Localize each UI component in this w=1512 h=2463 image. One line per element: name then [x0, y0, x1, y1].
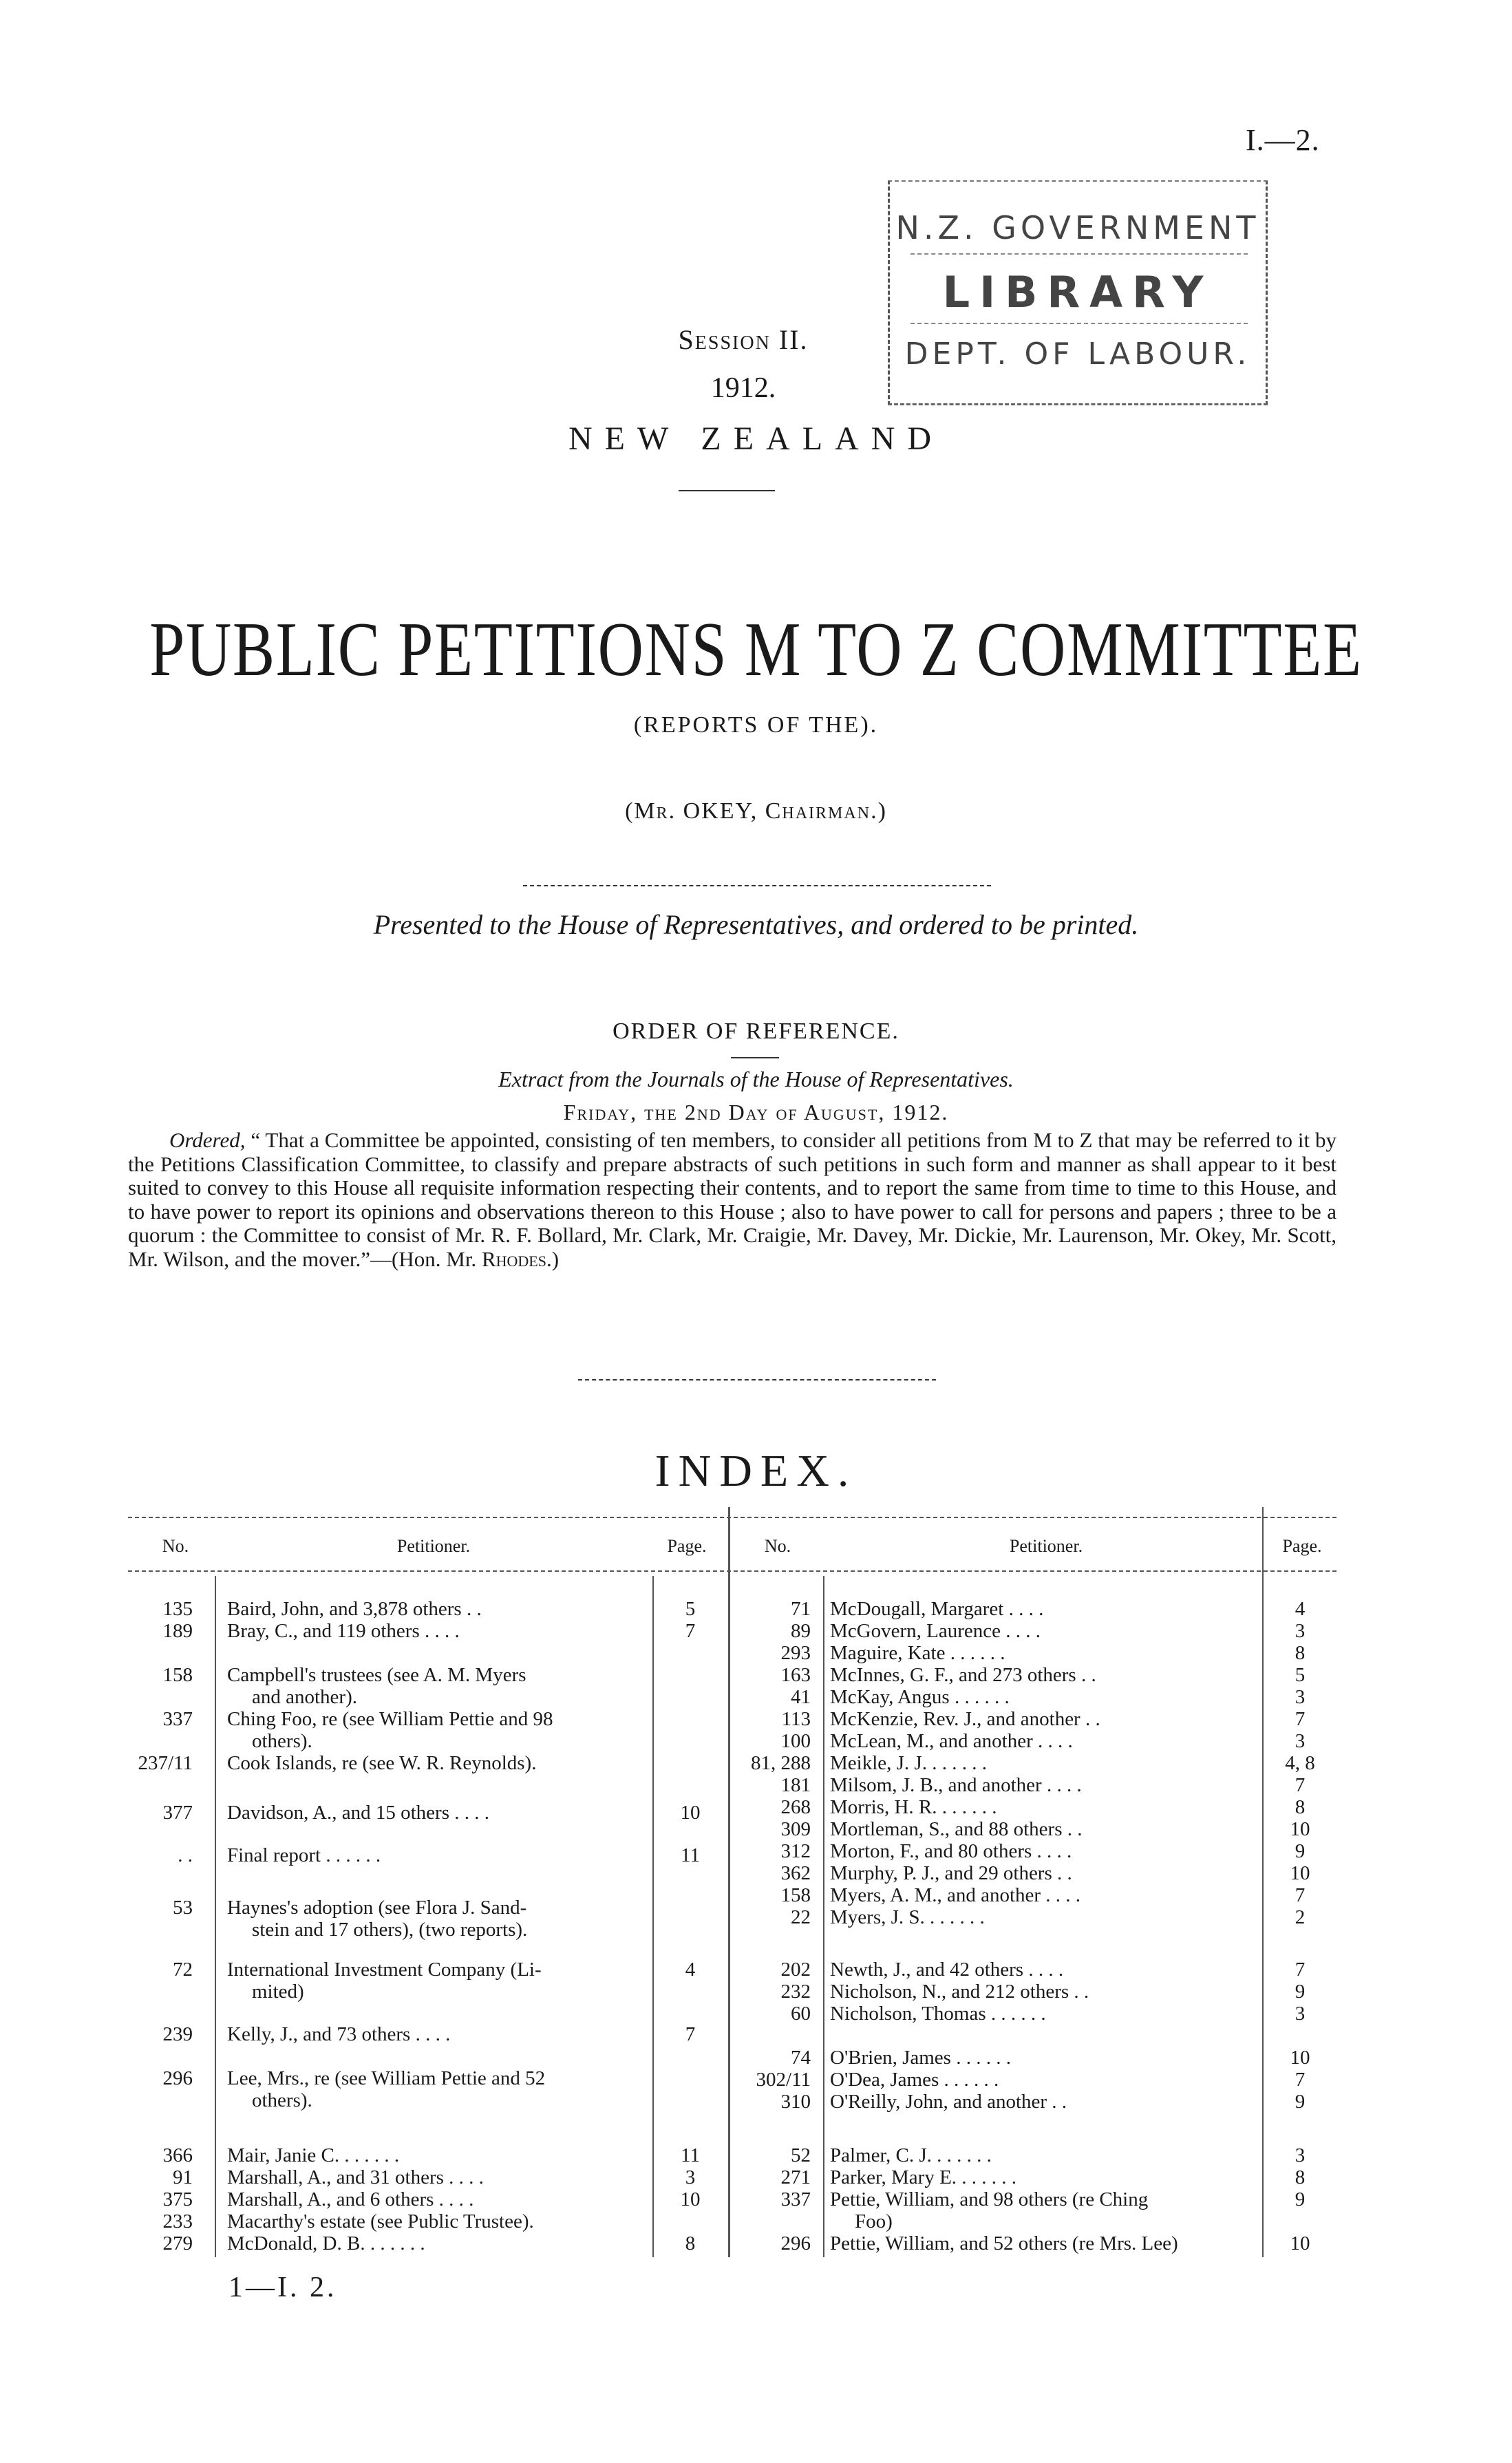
index-page: 7: [685, 1620, 696, 1642]
order-heading: ORDER OF REFERENCE.: [613, 1019, 899, 1044]
divider: [523, 885, 991, 886]
index-page: 9: [1295, 1981, 1306, 2003]
index-petitioner: Baird, John, and 3,878 others . .: [227, 1598, 482, 1620]
index-number: 81, 288: [751, 1752, 811, 1774]
index-page: 5: [685, 1598, 696, 1620]
chairman-line: [0, 798, 1512, 824]
index-petitioner: Myers, J. S. . . . . . .: [830, 1906, 985, 1928]
index-petitioner: Foo): [855, 2210, 893, 2232]
index-petitioner: and another).: [252, 1686, 357, 1708]
index-page: 2: [1295, 1906, 1306, 1928]
index-page: 7: [1295, 1959, 1306, 1981]
session-word: Session: [678, 324, 771, 355]
index-page: 8: [1295, 2166, 1306, 2188]
session-number: II.: [778, 324, 809, 355]
index-page: 10: [1290, 1818, 1310, 1840]
index-petitioner: McInnes, G. F., and 273 others . .: [830, 1664, 1096, 1686]
index-number: 362: [780, 1862, 811, 1884]
index-petitioner: Campbell's trustees (see A. M. Myers: [227, 1664, 526, 1686]
index-petitioner: Morton, F., and 80 others . . . .: [830, 1840, 1072, 1862]
index-petitioner: International Investment Company (Li-: [227, 1959, 542, 1981]
header-petitioner-left: Petitioner.: [396, 1536, 471, 1556]
divider: [731, 1057, 779, 1058]
index-petitioner: Pettie, William, and 98 others (re Ching: [830, 2188, 1149, 2210]
subtitle: (REPORTS OF THE).: [633, 712, 879, 738]
index-page: 7: [1295, 1774, 1306, 1796]
index-number: . .: [178, 1844, 193, 1866]
header-no-left: No.: [162, 1536, 189, 1556]
index-petitioner: Morris, H. R. . . . . . .: [830, 1796, 997, 1818]
index-petitioner: Haynes's adoption (see Flora J. Sand-: [227, 1897, 527, 1919]
index-page: 11: [681, 2144, 700, 2166]
index-number: 337: [780, 2188, 811, 2210]
date-line: Friday, the 2nd Day of August, 1912.: [563, 1100, 949, 1124]
index-petitioner: Maguire, Kate . . . . . .: [830, 1642, 1005, 1664]
table-top-rule: [128, 1517, 1337, 1518]
index-number: 22: [791, 1906, 811, 1928]
order-mover: Rhodes.): [481, 1246, 560, 1271]
index-number: 52: [791, 2144, 811, 2166]
index-number: 279: [162, 2232, 193, 2254]
index-petitioner: Cook Islands, re (see W. R. Reynolds).: [227, 1752, 537, 1774]
index-petitioner: Pettie, William, and 52 others (re Mrs. Lee): [830, 2232, 1178, 2254]
index-number: 113: [781, 1708, 811, 1730]
index-petitioner: O'Brien, James . . . . . .: [830, 2047, 1011, 2069]
index-number: 239: [162, 2023, 193, 2045]
column-rule: [823, 1576, 824, 2257]
index-number: 293: [780, 1642, 811, 1664]
index-petitioner: Parker, Mary E. . . . . . .: [830, 2166, 1017, 2188]
main-title: PUBLIC PETITIONS M TO Z COMMITTEE: [149, 607, 1363, 692]
column-rule: [652, 1576, 654, 2257]
index-number: 135: [162, 1598, 193, 1620]
index-page: 8: [1295, 1642, 1306, 1664]
index-number: 296: [780, 2232, 811, 2254]
index-petitioner: McKay, Angus . . . . . .: [830, 1686, 1010, 1708]
country-heading: NEW ZEALAND: [568, 420, 944, 457]
index-page: 7: [1295, 1708, 1306, 1730]
index-petitioner: Palmer, C. J. . . . . . .: [830, 2144, 992, 2166]
index-page: 3: [1295, 2003, 1306, 2025]
index-petitioner: Ching Foo, re (see William Pettie and 98: [227, 1708, 553, 1730]
index-page: 11: [681, 1844, 700, 1866]
index-number: 100: [780, 1730, 811, 1752]
index-page: 3: [1295, 1686, 1306, 1708]
index-number: 71: [791, 1598, 811, 1620]
index-petitioner: Murphy, P. J., and 29 others . .: [830, 1862, 1072, 1884]
stamp-line-2: LIBRARY: [942, 267, 1213, 317]
index-number: 163: [780, 1664, 811, 1686]
stamp-line-1: N.Z. GOVERNMENT: [895, 209, 1260, 246]
index-page: 4: [1295, 1598, 1306, 1620]
index-page: 10: [680, 2188, 701, 2210]
index-number: 158: [780, 1884, 811, 1906]
index-number: 60: [791, 2003, 811, 2025]
index-number: 181: [780, 1774, 811, 1796]
index-petitioner: McGovern, Laurence . . . .: [830, 1620, 1041, 1642]
index-number: 237/11: [138, 1752, 193, 1774]
index-number: 309: [780, 1818, 811, 1840]
stamp-line-3: DEPT. OF LABOUR.: [904, 337, 1251, 372]
header-page-right: Page.: [1282, 1536, 1322, 1556]
index-page: 8: [1295, 1796, 1306, 1818]
order-body-text: “ That a Committee be appointed, consisting of ten members, to consider all petitions from M to Z that may be referred to it by the Petitions Classification Committee, to classify and prepare abstracts of such petitions in such form and manner as shall appear to it best suited to convey to this House all requisite information respecting their contents, and to report the same from time to time to this House, and to have power to report its opinions and observations thereon to this House ; also to have power to call for persons and papers ; three to be a quorum : the Committee to consist of Mr. R. F. Bollard, Mr. Clark, Mr. Craigie, Mr. Davey, Mr. Dickie, Mr. Laurenson, Mr. Okey, Mr. Scott, Mr. Wilson, and the mover.”—(Hon. Mr.: [128, 1128, 1337, 1271]
index-petitioner: Mair, Janie C. . . . . . .: [227, 2144, 400, 2166]
index-petitioner: Marshall, A., and 6 others . . . .: [227, 2188, 474, 2210]
index-number: 202: [780, 1959, 811, 1981]
index-number: 271: [780, 2166, 811, 2188]
index-page: 4, 8: [1285, 1752, 1315, 1774]
index-title: INDEX.: [654, 1446, 858, 1496]
index-petitioner: others).: [252, 2089, 312, 2111]
chairman-prefix: (Mr.: [625, 798, 677, 824]
index-number: 91: [173, 2166, 193, 2188]
document-code: I.—2.: [1246, 123, 1320, 157]
index-petitioner: Lee, Mrs., re (see William Pettie and 52: [227, 2067, 546, 2089]
index-number: 310: [780, 2091, 811, 2113]
index-number: 232: [780, 1981, 811, 2003]
index-number: 189: [162, 1620, 193, 1642]
index-number: 72: [173, 1959, 193, 1981]
index-petitioner: stein and 17 others), (two reports).: [252, 1919, 528, 1941]
index-petitioner: Nicholson, N., and 212 others . .: [830, 1981, 1089, 2003]
index-petitioner: McKenzie, Rev. J., and another . .: [830, 1708, 1100, 1730]
index-petitioner: Bray, C., and 119 others . . . .: [227, 1620, 460, 1642]
column-rule: [728, 1507, 730, 2257]
index-page: 3: [1295, 2144, 1306, 2166]
index-petitioner: Meikle, J. J. . . . . . .: [830, 1752, 987, 1774]
index-page: 10: [1290, 2047, 1310, 2069]
index-page: 8: [685, 2232, 696, 2254]
index-petitioner: mited): [252, 1981, 304, 2003]
index-petitioner: Myers, A. M., and another . . . .: [830, 1884, 1081, 1906]
session-line: [592, 323, 895, 356]
divider: [578, 1379, 936, 1380]
year: 1912.: [710, 372, 776, 404]
index-petitioner: Final report . . . . . .: [227, 1844, 381, 1866]
index-petitioner: Davidson, A., and 15 others . . . .: [227, 1802, 489, 1824]
index-number: 233: [162, 2210, 193, 2232]
index-number: 366: [162, 2144, 193, 2166]
footer-signature: 1—I. 2.: [228, 2272, 337, 2303]
library-stamp: [888, 180, 1268, 405]
index-number: 302/11: [756, 2069, 811, 2091]
index-page: 10: [680, 1802, 701, 1824]
chairman-name: OKEY,: [683, 798, 758, 824]
index-petitioner: O'Reilly, John, and another . .: [830, 2091, 1067, 2113]
index-number: 53: [173, 1897, 193, 1919]
index-number: 375: [162, 2188, 193, 2210]
index-page: 10: [1290, 1862, 1310, 1884]
index-number: 74: [791, 2047, 811, 2069]
index-number: 89: [791, 1620, 811, 1642]
index-page: 3: [685, 2166, 696, 2188]
index-number: 158: [162, 1664, 193, 1686]
divider: [679, 490, 775, 491]
index-petitioner: Milsom, J. B., and another . . . .: [830, 1774, 1082, 1796]
order-text: [128, 1129, 1337, 1271]
index-number: 268: [780, 1796, 811, 1818]
index-page: 4: [685, 1959, 696, 1981]
index-page: 3: [1295, 1620, 1306, 1642]
index-petitioner: Macarthy's estate (see Public Trustee).: [227, 2210, 534, 2232]
index-number: 377: [162, 1802, 193, 1824]
chairman-role: Chairman.): [765, 798, 887, 824]
header-page-left: Page.: [667, 1536, 707, 1556]
extract-line: Extract from the Journals of the House of Representatives.: [498, 1067, 1014, 1091]
index-page: 7: [1295, 2069, 1306, 2091]
index-petitioner: O'Dea, James . . . . . .: [830, 2069, 999, 2091]
index-page: 9: [1295, 1840, 1306, 1862]
column-rule: [1262, 1507, 1264, 2257]
table-header-rule: [128, 1570, 1337, 1572]
index-page: 7: [1295, 1884, 1306, 1906]
index-number: 41: [791, 1686, 811, 1708]
presented-line: Presented to the House of Representatives, and ordered to be printed.: [373, 909, 1139, 940]
index-petitioner: Mortleman, S., and 88 others . .: [830, 1818, 1083, 1840]
index-page: 3: [1295, 1730, 1306, 1752]
index-page: 5: [1295, 1664, 1306, 1686]
index-petitioner: Kelly, J., and 73 others . . . .: [227, 2023, 451, 2045]
index-petitioner: McLean, M., and another . . . .: [830, 1730, 1073, 1752]
column-rule: [215, 1576, 216, 2257]
index-number: 312: [780, 1840, 811, 1862]
index-number: 296: [162, 2067, 193, 2089]
index-petitioner: McDonald, D. B. . . . . . .: [227, 2232, 425, 2254]
index-page: 10: [1290, 2232, 1310, 2254]
index-petitioner: others).: [252, 1730, 312, 1752]
index-petitioner: Nicholson, Thomas . . . . . .: [830, 2003, 1046, 2025]
index-number: 337: [162, 1708, 193, 1730]
index-page: 9: [1295, 2188, 1306, 2210]
index-petitioner: Newth, J., and 42 others . . . .: [830, 1959, 1064, 1981]
index-petitioner: Marshall, A., and 31 others . . . .: [227, 2166, 484, 2188]
header-no-right: No.: [764, 1536, 791, 1556]
header-petitioner-right: Petitioner.: [1009, 1536, 1083, 1556]
index-page: 7: [685, 2023, 696, 2045]
ordered-word: Ordered,: [169, 1128, 246, 1152]
index-petitioner: McDougall, Margaret . . . .: [830, 1598, 1044, 1620]
index-page: 9: [1295, 2091, 1306, 2113]
